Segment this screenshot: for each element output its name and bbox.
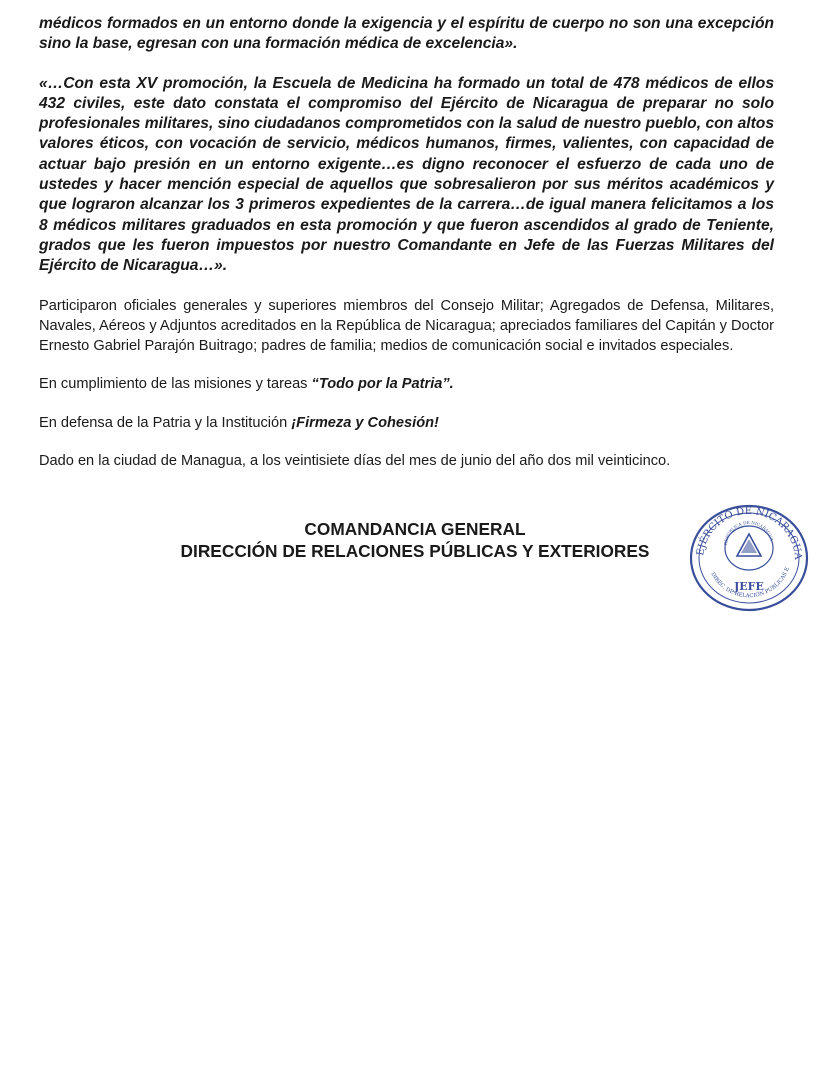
defense-prefix: En defensa de la Patria y la Institución <box>39 414 292 431</box>
signature-line-direction: DIRECCIÓN DE RELACIONES PÚBLICAS Y EXTERIORES <box>180 541 650 561</box>
seal-bottom-text: DIREC. DE RELACIÓN PÚBLICAS E <box>709 566 791 600</box>
spacer <box>39 356 774 374</box>
paragraph-motto-defense <box>39 413 774 433</box>
motto-emphasis: “Todo por la Patria”. <box>311 376 454 393</box>
motto-prefix: En cumplimiento de las misiones y tareas <box>39 376 312 393</box>
spacer <box>39 277 774 296</box>
paragraph-quote-intro: médicos formados en un entorno donde la exigencia y el espíritu de cuerpo no son una excepción sino la base, egresan con una formación médica de excelencia». <box>39 15 774 53</box>
spacer <box>39 395 774 413</box>
paragraph-quote-main: «…Con esta XV promoción, la Escuela de Medicina ha formado un total de 478 médicos de ellos 432 civiles, este dato constata el compromiso del Ejército de Nicaragua de preparar no solo profesionales militares, sino ciudadanos comprometidos con la salud de nuestro pueblo, con altos valores éticos, con vocación de servicio, médicos humanos, firmes, valientes, con capacidad de actuar bajo presión en un entorno exigente…es digno reconocer el esfuerzo de cada uno de ustedes y hacer mención especial de aquellos que sobresalieron por sus méritos académicos y que lograron alcanzar los 3 primeros expedientes de la carrera…de igual manera felicitamos a los 8 médicos militares graduados en esta promoción y que fueron ascendidos al grado de Teniente, grados que les fueron impuestos por nuestro Comandante en Jefe de las Fuerzas Militares del Ejército de Nicaragua…». <box>39 74 774 275</box>
spacer <box>39 433 774 451</box>
paragraph-motto-mission <box>39 374 774 394</box>
defense-emphasis: ¡Firmeza y Cohesión! <box>291 414 439 431</box>
document-body <box>39 14 774 471</box>
official-seal-icon <box>687 502 811 614</box>
seal-triangle-emblem <box>737 534 761 556</box>
signature-line-command: COMANDANCIA GENERAL <box>304 519 526 539</box>
seal-center-text: JEFE <box>734 580 764 593</box>
seal-inner-text: REPÚBLICA DE NICARAGUA <box>722 519 775 546</box>
paragraph-participants: Participaron oficiales generales y superiores miembros del Consejo Militar; Agregados de Defensa, Militares, Navales, Aéreos y Adjuntos acreditados en la República de Nicaragua; apreciados familiares del Capitán y Doctor Ernesto Gabriel Parajón Buitrago; padres de familia; medios de comunicación social e invitados especiales. <box>39 297 774 355</box>
paragraph-date: Dado en la ciudad de Managua, a los veintisiete días del mes de junio del año dos mil veinticinco. <box>39 453 671 470</box>
spacer <box>39 55 774 74</box>
seal-outer-text: EJÉRCITO DE NICARAGUA <box>695 505 804 561</box>
